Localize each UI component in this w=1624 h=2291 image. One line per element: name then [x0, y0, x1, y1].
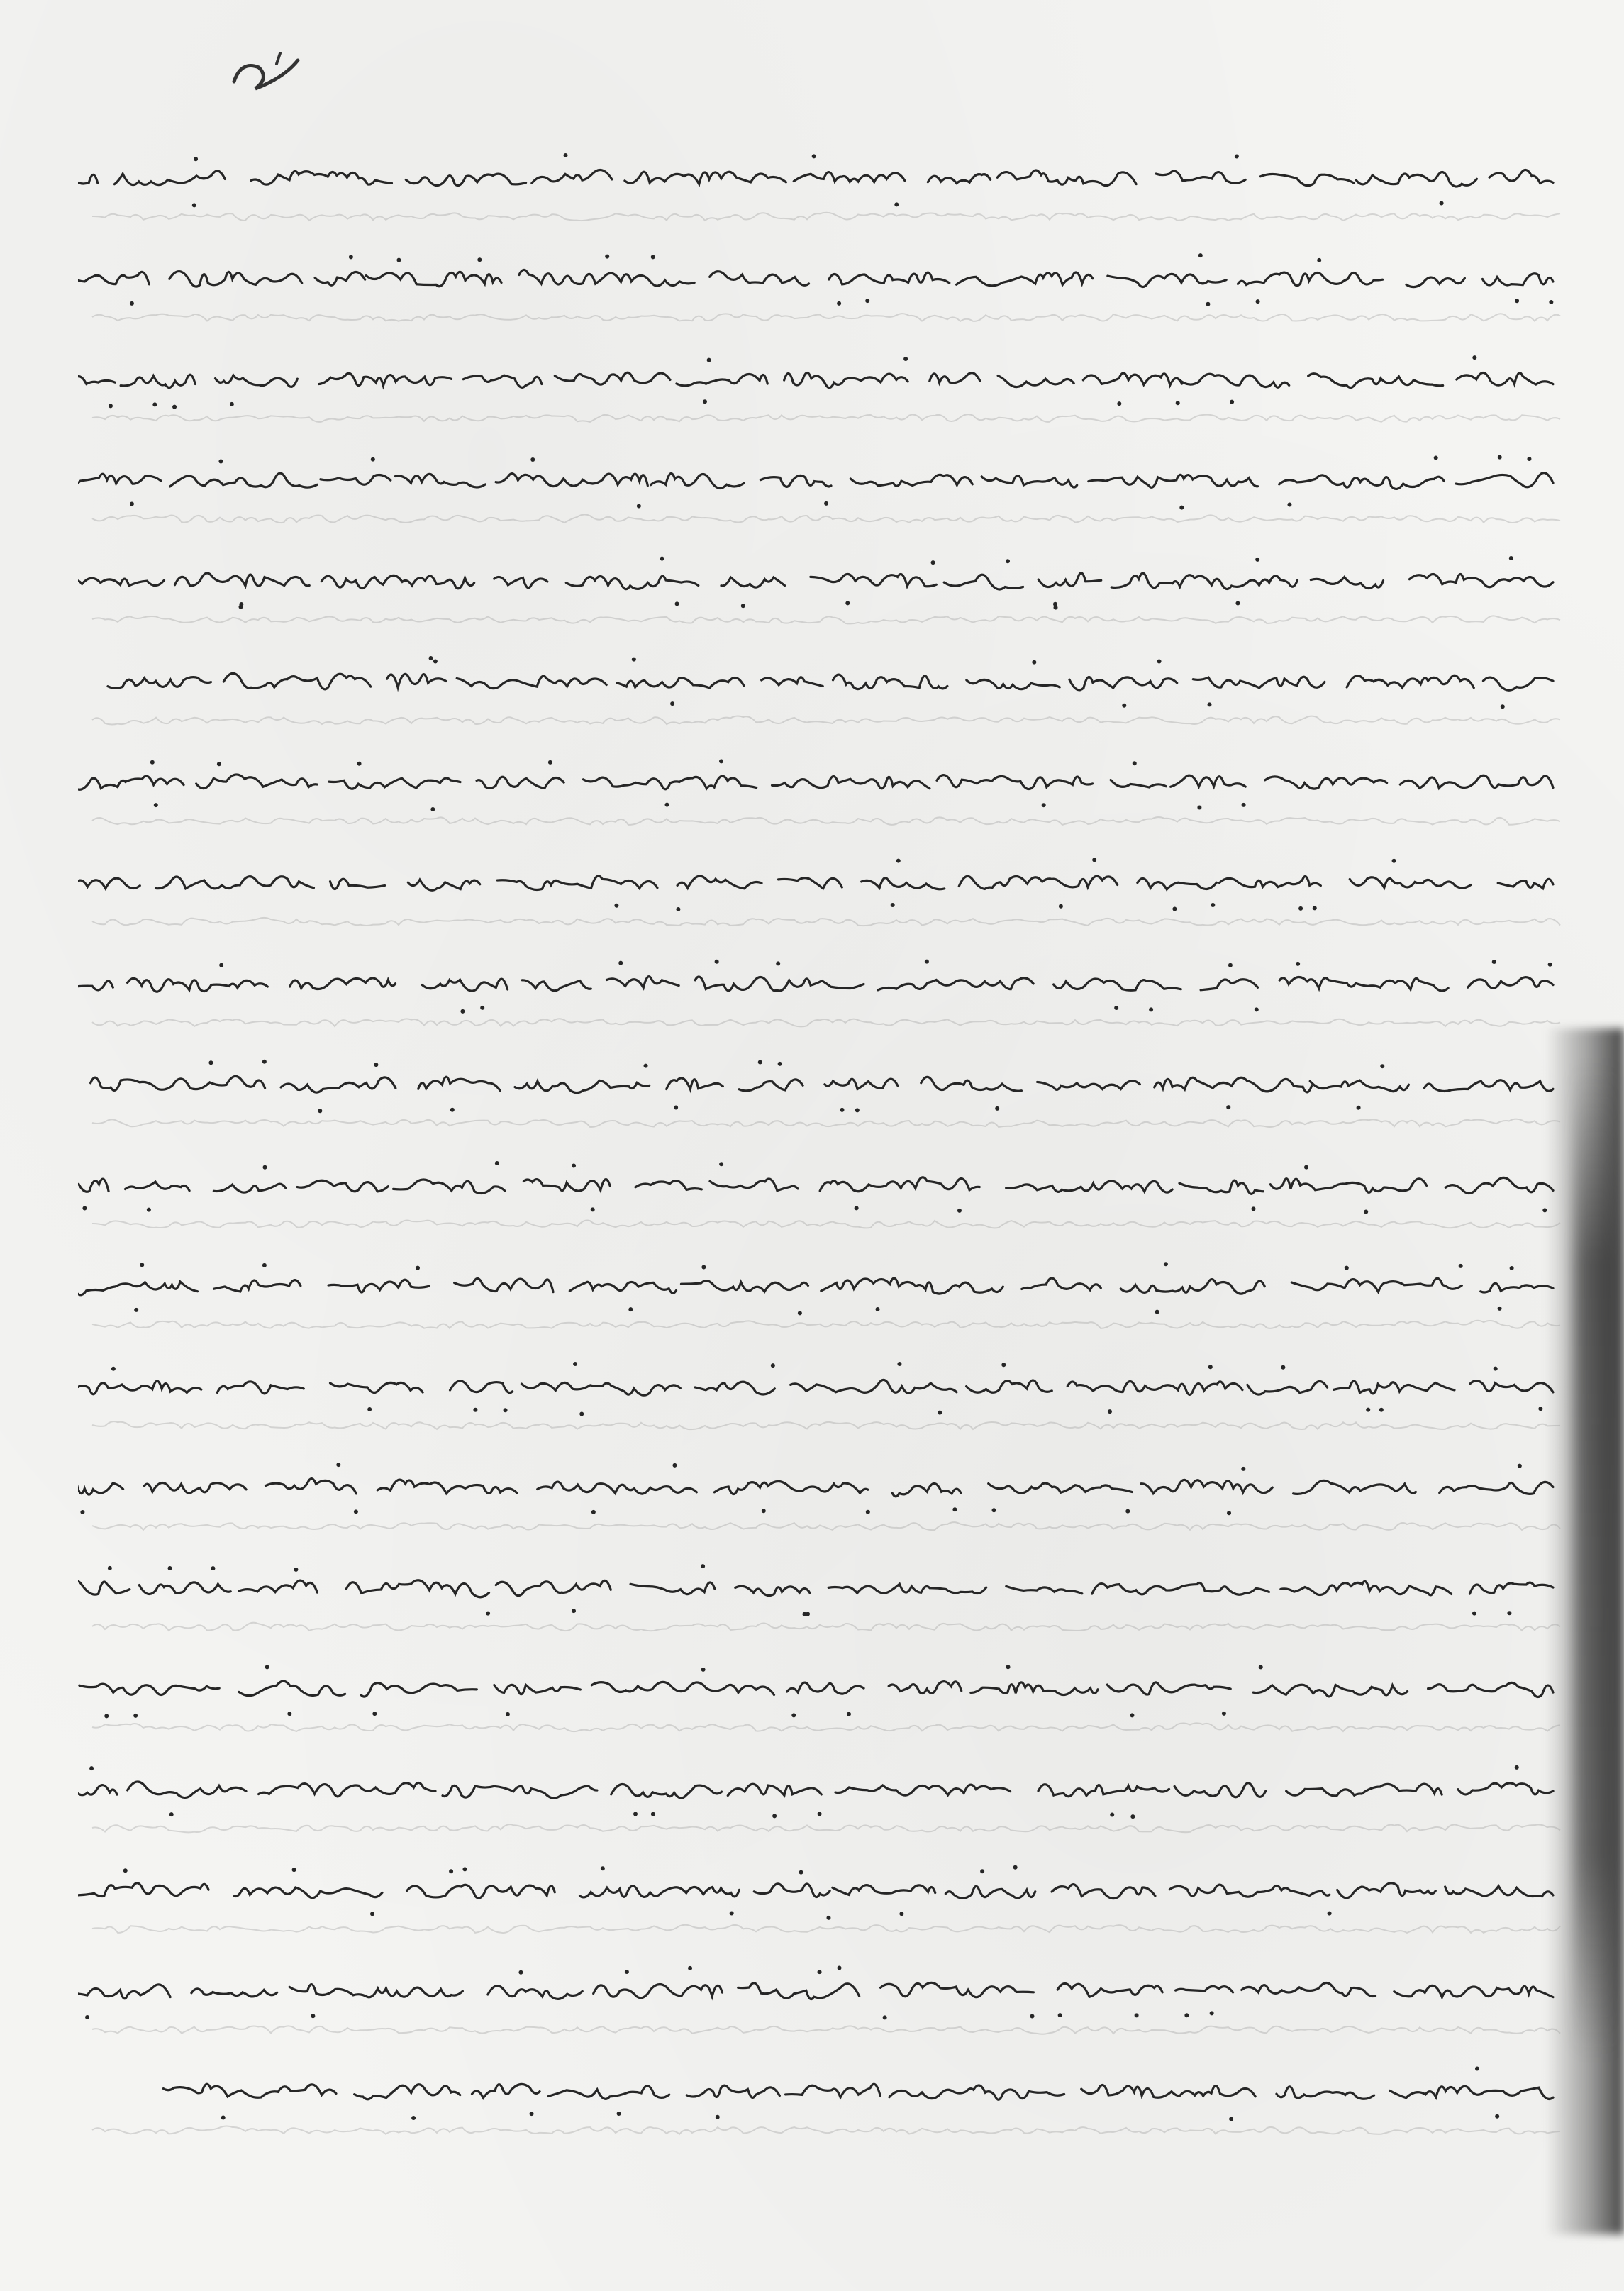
handwriting-strokes	[78, 2048, 1567, 2134]
handwriting-strokes	[78, 739, 1567, 824]
handwriting-strokes	[78, 135, 1567, 220]
handwriting-strokes	[78, 235, 1567, 321]
handwriting-strokes	[78, 538, 1567, 623]
page-number	[220, 39, 319, 117]
handwriting-strokes	[78, 1746, 1567, 1831]
handwriting-strokes	[78, 941, 1567, 1026]
handwriting-strokes	[78, 1646, 1567, 1731]
handwriting-strokes	[78, 1041, 1567, 1126]
handwriting-strokes	[78, 840, 1567, 925]
handwriting-strokes	[78, 1847, 1567, 1932]
handwritten-body	[78, 135, 1567, 2192]
handwriting-strokes	[78, 638, 1567, 723]
handwriting-strokes	[78, 1343, 1567, 1429]
edge-smudge-dark	[1574, 1064, 1617, 2057]
handwriting-strokes	[78, 1142, 1567, 1227]
handwriting-strokes	[78, 1444, 1567, 1529]
handwriting-strokes	[78, 336, 1567, 421]
handwriting-strokes	[78, 1948, 1567, 2033]
handwriting-strokes	[78, 1545, 1567, 1630]
handwriting-strokes	[78, 437, 1567, 522]
handwriting-strokes	[78, 1243, 1567, 1328]
